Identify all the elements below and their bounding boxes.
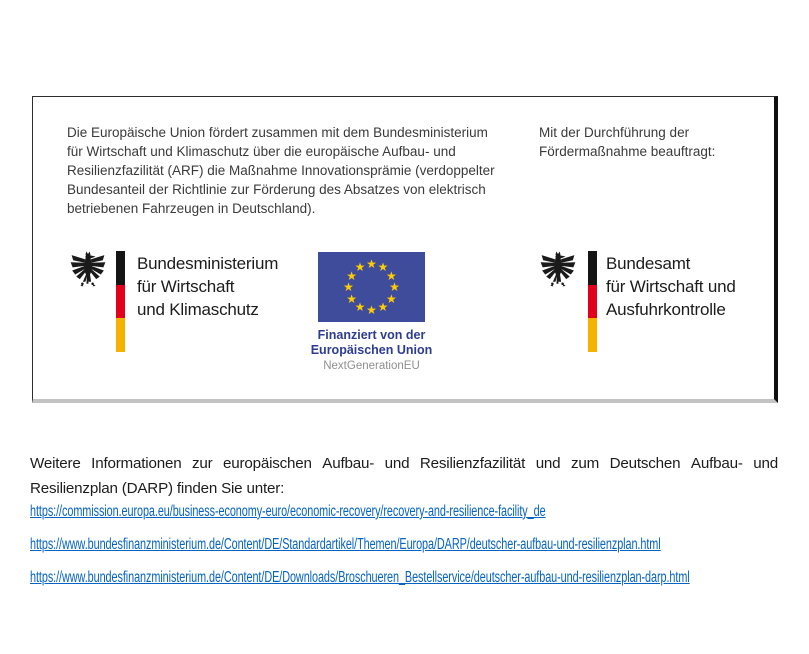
- eu-star-icon: ★: [354, 260, 366, 275]
- word: Aufbau-: [322, 455, 375, 472]
- eu-caption-line: Europäischen Union: [310, 343, 433, 357]
- eu-star-icon: ★: [346, 291, 357, 306]
- word: zur: [191, 455, 213, 472]
- word: Aufbau-: [690, 455, 743, 472]
- link-row: [30, 569, 809, 589]
- eu-funding-caption: [288, 328, 455, 358]
- german-flag-stripe: [116, 251, 125, 352]
- funding-description-line: Die Europäische Union fördert zusammen mit dem Bundesministerium: [67, 125, 488, 140]
- link-row: [30, 536, 809, 556]
- darp-broschuere-link[interactable]: https://www.bundesfinanzministerium.de/Content/DE/Downloads/Broschueren_Bestellservice/deutscher-aufbau-und-resilienzplan-darp.html: [30, 569, 690, 586]
- word: und: [535, 455, 561, 472]
- nextgenerationeu-label: NextGenerationEU: [323, 360, 420, 372]
- implementation-note: [539, 123, 715, 161]
- eu-star-icon: ★: [386, 268, 397, 283]
- bmwk-logo-name: [137, 252, 278, 321]
- word: europäischen: [222, 455, 312, 472]
- bmwk-name-line: für Wirtschaft: [137, 277, 235, 296]
- funding-description-line: für Wirtschaft und Klimaschutz über die europäische Aufbau- und: [67, 144, 456, 159]
- bundesadler-icon: [70, 250, 106, 294]
- funding-description-line: Bundesanteil der Richtlinie zur Förderung des Absatzes von elektrisch: [67, 182, 486, 197]
- eu-star-icon: ★: [366, 303, 377, 317]
- implementation-note-line: Mit der Durchführung der: [539, 125, 690, 140]
- funding-notice-box: [32, 96, 778, 403]
- bmwk-name-line: und Klimaschutz: [137, 300, 259, 319]
- word: und: [753, 455, 778, 472]
- eu-star-icon: ★: [386, 291, 397, 306]
- flag-black-segment: [588, 251, 597, 285]
- bafa-logo-name: [606, 252, 736, 321]
- eu-star-icon: ★: [389, 280, 400, 294]
- implementation-note-line: Fördermaßnahme beauftragt:: [539, 144, 716, 159]
- darp-standardartikel-link[interactable]: https://www.bundesfinanzministerium.de/Content/DE/Standardartikel/Themen/Europa/DARP/deutscher-aufbau-und-resilienzplan.html: [30, 536, 661, 553]
- eu-caption-line: Finanziert von der: [317, 328, 426, 342]
- flag-gold-segment: [116, 318, 125, 352]
- bafa-logo: [540, 249, 780, 359]
- word: Informationen: [91, 455, 182, 472]
- german-flag-stripe: [588, 251, 597, 352]
- eu-star-icon: ★: [377, 299, 389, 314]
- word: Resilienzfazilität: [419, 455, 526, 472]
- more-information-paragraph: [30, 451, 778, 501]
- word: zum: [570, 455, 600, 472]
- bmwk-name-line: Bundesministerium: [137, 254, 279, 273]
- eu-star-icon: ★: [343, 280, 354, 294]
- more-information-line: [30, 451, 778, 476]
- bundesadler-icon: [540, 250, 576, 294]
- flag-gold-segment: [588, 318, 597, 352]
- funding-description-line: Resilienzfazilität (ARF) die Maßnahme Innovationsprämie (verdoppelter: [67, 163, 495, 178]
- bafa-name-line: für Wirtschaft und: [606, 277, 736, 296]
- flag-red-segment: [116, 285, 125, 319]
- flag-black-segment: [116, 251, 125, 285]
- flag-red-segment: [588, 285, 597, 319]
- funding-description: [67, 123, 495, 218]
- link-row: [30, 503, 767, 523]
- bafa-name-line: Ausfuhrkontrolle: [606, 300, 726, 319]
- bafa-name-line: Bundesamt: [606, 254, 691, 273]
- eu-star-icon: ★: [377, 260, 389, 275]
- word: und: [384, 455, 410, 472]
- funding-description-line: betriebenen Fahrzeugen in Deutschland).: [67, 201, 316, 216]
- eu-star-icon: ★: [354, 299, 366, 314]
- eu-star-icon: ★: [366, 257, 377, 271]
- eu-flag-icon: [318, 252, 425, 322]
- word: Deutschen: [609, 455, 681, 472]
- recovery-facility-link[interactable]: https://commission.europa.eu/business-economy-euro/economic-recovery/recovery-and-resilience-facility_de: [30, 503, 546, 520]
- eu-star-icon: ★: [346, 268, 357, 283]
- more-information-line: Resilienzplan (DARP) finden Sie unter:: [30, 480, 285, 497]
- word: Weitere: [30, 455, 81, 472]
